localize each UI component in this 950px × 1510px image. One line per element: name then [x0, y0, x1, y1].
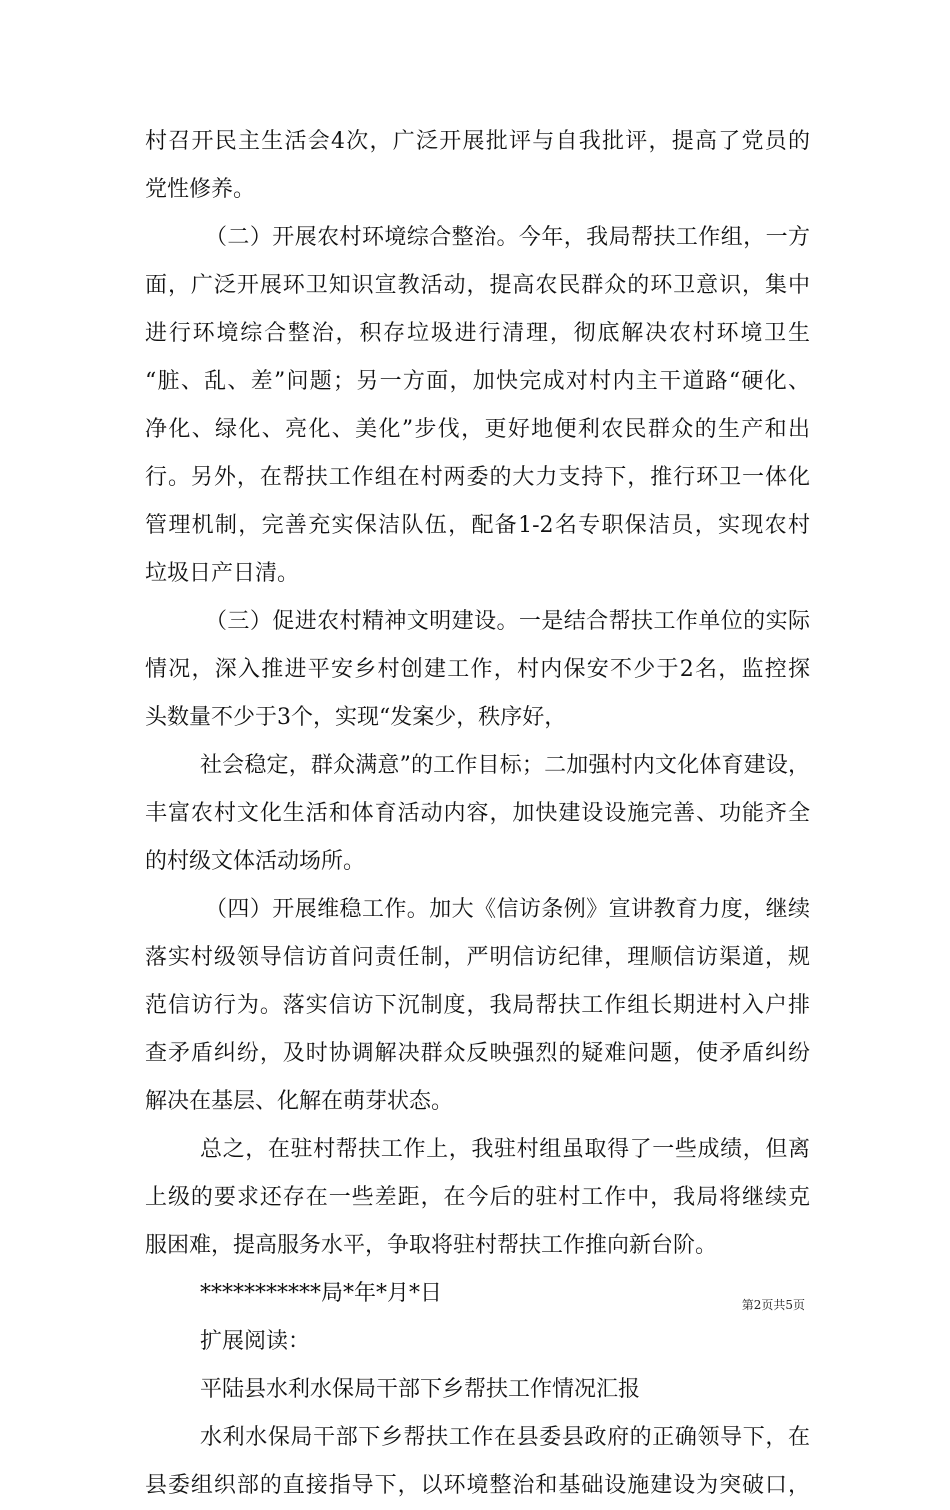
text-line: 社会稳定，群众满意”的工作目标；二加强村内文化体育建设， [200, 753, 810, 778]
page-number: 第2页共5页 [741, 1298, 805, 1312]
text-line: 解决在基层、化解在萌芽状态。 [145, 1089, 454, 1114]
text-line: “脏、乱、差”问题；另一方面，加快完成对村内主干道路“硬化、 [145, 369, 810, 394]
text-line: （三）促进农村精神文明建设。一是结合帮扶工作单位的实际 [205, 609, 810, 634]
text-line: 垃圾日产日清。 [145, 561, 300, 586]
text-line: 进行环境综合整治，积存垃圾进行清理，彻底解决农村环境卫生 [145, 321, 810, 346]
text-line: 管理机制，完善充实保洁队伍，配备1-2名专职保洁员，实现农村 [145, 513, 810, 538]
text-line: 行。另外，在帮扶工作组在村两委的大力支持下，推行环卫一体化 [145, 465, 810, 490]
document-body [145, 118, 810, 1510]
text-line: 丰富农村文化生活和体育活动内容，加快建设设施完善、功能齐全 [145, 801, 810, 826]
text-line: 的村级文体活动场所。 [145, 849, 366, 874]
text-line: 上级的要求还存在一些差距，在今后的驻村工作中，我局将继续克 [145, 1185, 810, 1210]
text-line: 党性修养。 [145, 177, 256, 202]
text-line: 村召开民主生活会4次，广泛开展批评与自我批评，提高了党员的 [145, 129, 810, 154]
text-line: 净化、绿化、亮化、美化”步伐，更好地便利农民群众的生产和出 [145, 417, 810, 442]
article-title: 平陆县水利水保局干部下乡帮扶工作情况汇报 [200, 1377, 641, 1402]
text-line: 面，广泛开展环卫知识宣教活动，提高农民群众的环卫意识，集中 [145, 273, 810, 298]
text-line: 情况，深入推进平安乡村创建工作，村内保安不少于2名，监控探 [145, 657, 810, 682]
text-line: 水利水保局干部下乡帮扶工作在县委县政府的正确领导下，在 [200, 1425, 810, 1450]
text-line: 县委组织部的直接指导下，以环境整治和基础设施建设为突破口， [145, 1473, 810, 1498]
section-label: 扩展阅读： [200, 1329, 311, 1354]
text-line: 总之，在驻村帮扶工作上，我驻村组虽取得了一些成绩，但离 [200, 1137, 810, 1162]
text-line: 服困难，提高服务水平，争取将驻村帮扶工作推向新台阶。 [145, 1233, 718, 1258]
text-line: 查矛盾纠纷，及时协调解决群众反映强烈的疑难问题，使矛盾纠纷 [145, 1041, 810, 1066]
text-line: 头数量不少于3个，实现“发案少，秩序好， [145, 705, 567, 730]
text-line: 范信访行为。落实信访下沉制度，我局帮扶工作组长期进村入户排 [145, 993, 810, 1018]
text-line: （二）开展农村环境综合整治。今年，我局帮扶工作组，一方 [205, 225, 810, 250]
text-line: （四）开展维稳工作。加大《信访条例》宣讲教育力度，继续 [205, 897, 810, 922]
text-line: 落实村级领导信访首问责任制，严明信访纪律，理顺信访渠道，规 [145, 945, 810, 970]
signature-line: ***********局*年*月*日 [200, 1281, 443, 1306]
